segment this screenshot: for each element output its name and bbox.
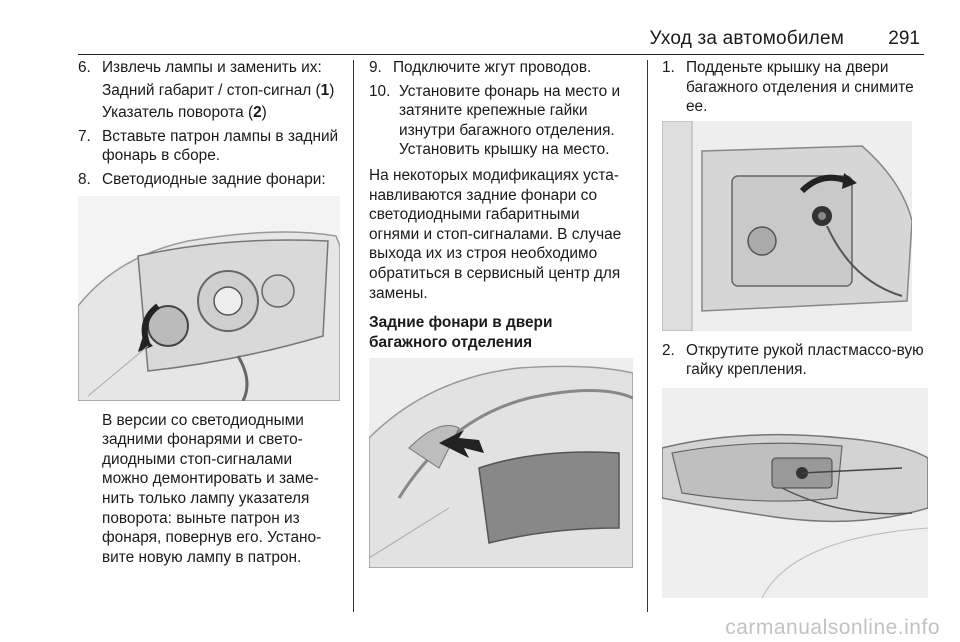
step-6-sub-1 [102, 81, 340, 101]
sub-text: Задний габарит / стоп-сигнал ( [102, 81, 321, 99]
rear-lamp-illustration [78, 196, 340, 401]
step-number: 1. [662, 59, 675, 76]
step-text: Открутите рукой пластмассо-вую гайку крепления. [686, 341, 924, 379]
step-number: 9. [369, 59, 382, 76]
sub-text: Указатель поворота ( [102, 104, 254, 122]
column-1 [78, 58, 340, 567]
tailgate-cover-illustration [662, 121, 912, 331]
watermark: carmanualsonline.info [725, 616, 940, 639]
callout-number: 1 [320, 81, 330, 99]
step-text: Установите фонарь на место и затяните крепежные гайки изнутри багажного отделения. Установить крышку на место. [399, 82, 621, 159]
column-divider [647, 60, 648, 612]
step-8 [78, 170, 340, 190]
step-1 [662, 58, 928, 117]
column-divider [353, 60, 354, 612]
step-number: 6. [78, 59, 91, 76]
step-text: Вставьте патрон лампы в задний фонарь в сборе. [102, 127, 339, 165]
sub-text: ) [329, 81, 335, 99]
tailgate-illustration [369, 358, 633, 568]
callout-number: 2 [253, 104, 262, 122]
step-text: Извлечь лампы и заменить их: [102, 59, 322, 76]
tailgate-lamp-nut-illustration [662, 388, 928, 598]
led-note: В версии со светодиодными задними фонарями и свето-диодными стоп-сигналами можно демонтировать и заме-нить только лампу указателя поворота: выньте патрон из фонаря, повернув его. Устано-вите новую лампу в патрон. [102, 411, 322, 566]
step-7 [78, 127, 340, 166]
step-text: Подденьте крышку на двери багажного отделения и снимите ее. [686, 59, 914, 116]
step-number: 8. [78, 170, 91, 188]
column-2 [369, 58, 633, 568]
section-heading: Задние фонари в двери багажного отделения [369, 314, 553, 351]
step-10 [369, 82, 633, 160]
sub-text: ) [261, 104, 267, 122]
page-number: 291 [888, 28, 920, 49]
step-9 [369, 58, 633, 78]
step-number: 10. [369, 82, 391, 100]
step-text: Светодиодные задние фонари: [102, 170, 326, 188]
step-2 [662, 341, 928, 380]
step-number: 2. [662, 341, 675, 359]
step-6-sub-2 [102, 103, 340, 123]
step-text: Подключите жгут проводов. [393, 59, 592, 76]
step-6 [78, 58, 340, 123]
led-paragraph: На некоторых модификациях уста-навливаются задние фонари со светодиодными габаритными огнями и стоп-сигналами. В случае выхода их из строя необходимо обратиться в сервисный центр для замены. [369, 166, 622, 302]
page-header [78, 26, 924, 55]
column-3 [662, 58, 928, 598]
chapter-title: Уход за автомобилем [649, 28, 844, 49]
step-number: 7. [78, 127, 91, 145]
